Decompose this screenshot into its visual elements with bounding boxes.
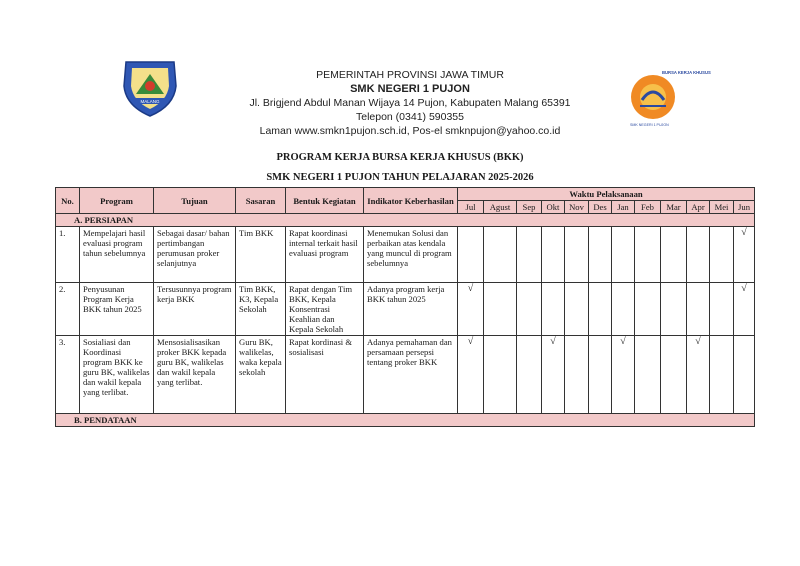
row-program: Penyusunan Program Kerja BKK tahun 2025 — [80, 283, 154, 336]
row-tujuan: Sebagai dasar/ bahan pertimbangan perumusan proker selanjutnya — [154, 227, 236, 283]
government-name: PEMERINTAH PROVINSI JAWA TIMUR — [316, 69, 504, 81]
row-sasaran: Tim BKK, K3, Kepala Sekolah — [236, 283, 286, 336]
month-check — [517, 283, 542, 336]
month-header: Agust — [484, 201, 517, 214]
header-bentuk: Bentuk Kegiatan — [286, 188, 364, 214]
month-check — [661, 227, 687, 283]
month-check — [484, 336, 517, 414]
month-header: Feb — [635, 201, 661, 214]
month-header: Apr — [687, 201, 710, 214]
table-row — [56, 336, 755, 414]
header-tujuan: Tujuan — [154, 188, 236, 214]
month-check — [589, 336, 612, 414]
month-check — [635, 227, 661, 283]
section-pendataan: B. PENDATAAN — [56, 414, 755, 427]
month-check — [710, 336, 734, 414]
logo-right-top-text: BURSA KERJA KHUSUS — [662, 70, 711, 75]
month-header: Jan — [612, 201, 635, 214]
row-sasaran: Tim BKK — [236, 227, 286, 283]
month-header: Des — [589, 201, 612, 214]
month-check — [589, 283, 612, 336]
month-header: Jul — [458, 201, 484, 214]
month-check — [635, 336, 661, 414]
month-check: √ — [734, 227, 755, 283]
month-check — [484, 227, 517, 283]
row-number: 3. — [56, 336, 80, 414]
month-check — [687, 283, 710, 336]
row-indikator: Adanya program kerja BKK tahun 2025 — [364, 283, 458, 336]
month-check: √ — [734, 283, 755, 336]
row-indikator: Menemukan Solusi dan perbaikan atas kendala yang muncul di program sebelumnya — [364, 227, 458, 283]
month-check: √ — [612, 336, 635, 414]
row-number: 1. — [56, 227, 80, 283]
table-row — [56, 227, 755, 283]
row-program: Sosialiasi dan Koordinasi program BKK ke guru BK, walikelas dan wakil kepala yang terlibat. — [80, 336, 154, 414]
bkk-logo — [618, 62, 711, 132]
month-header: Jun — [734, 201, 755, 214]
section-persiapan: A. PERSIAPAN — [56, 214, 755, 227]
month-header: Sep — [517, 201, 542, 214]
month-check — [458, 227, 484, 283]
month-check — [589, 227, 612, 283]
month-check: √ — [458, 336, 484, 414]
month-check — [734, 336, 755, 414]
document-subtitle: SMK NEGERI 1 PUJON TAHUN PELAJARAN 2025-2026 — [266, 172, 534, 183]
row-bentuk: Rapat dengan Tim BKK, Kepala Konsentrasi Keahlian dan Kepala Sekolah — [286, 283, 364, 336]
row-sasaran: Guru BK, walikelas, waka kepala sekolah — [236, 336, 286, 414]
month-check — [542, 227, 565, 283]
header-sasaran: Sasaran — [236, 188, 286, 214]
month-check — [565, 283, 589, 336]
month-check — [484, 283, 517, 336]
malang-logo — [118, 56, 182, 118]
month-check — [710, 283, 734, 336]
row-bentuk: Rapat kordinasi & sosialisasi — [286, 336, 364, 414]
header-no: No. — [56, 188, 80, 214]
logo-right-bottom-text: SMK NEGERI 1 PUJON — [630, 123, 669, 127]
month-check — [710, 227, 734, 283]
month-header: Okt — [542, 201, 565, 214]
header-program: Program — [80, 188, 154, 214]
month-check — [542, 283, 565, 336]
school-name: SMK NEGERI 1 PUJON — [350, 83, 470, 95]
logo-left-text: MALANG — [140, 99, 160, 104]
letterhead — [220, 68, 600, 138]
row-tujuan: Tersusunnya program kerja BKK — [154, 283, 236, 336]
month-check — [635, 283, 661, 336]
month-check — [687, 227, 710, 283]
month-check — [661, 336, 687, 414]
month-check — [565, 227, 589, 283]
header-waktu: Waktu Pelaksanaan — [458, 188, 755, 201]
program-table — [55, 187, 755, 427]
month-check — [612, 283, 635, 336]
month-header: Mar — [661, 201, 687, 214]
row-bentuk: Rapat koordinasi internal terkait hasil evaluasi program — [286, 227, 364, 283]
month-check — [612, 227, 635, 283]
month-check — [661, 283, 687, 336]
row-program: Mempelajari hasil evaluasi program tahun sebelumnya — [80, 227, 154, 283]
month-check: √ — [687, 336, 710, 414]
row-indikator: Adanya pemahaman dan persamaan persepsi tentang proker BKK — [364, 336, 458, 414]
month-check — [517, 227, 542, 283]
school-phone: Telepon (0341) 590355 — [355, 111, 464, 123]
table-row — [56, 283, 755, 336]
month-header: Nov — [565, 201, 589, 214]
school-contact: Laman www.smkn1pujon.sch.id, Pos-el smknpujon@yahoo.co.id — [259, 125, 561, 137]
month-header: Mei — [710, 201, 734, 214]
school-address: Jl. Brigjend Abdul Manan Wijaya 14 Pujon, Kabupaten Malang 65391 — [249, 97, 571, 109]
row-tujuan: Mensosialisasikan proker BKK kepada guru BK, walikelas dan wakil kepala yang terlibat. — [154, 336, 236, 414]
month-check: √ — [458, 283, 484, 336]
month-check — [565, 336, 589, 414]
month-check — [517, 336, 542, 414]
header-indikator: Indikator Keberhasilan — [364, 188, 458, 214]
row-number: 2. — [56, 283, 80, 336]
document-title: PROGRAM KERJA BURSA KERJA KHUSUS (BKK) — [276, 152, 524, 163]
month-check: √ — [542, 336, 565, 414]
